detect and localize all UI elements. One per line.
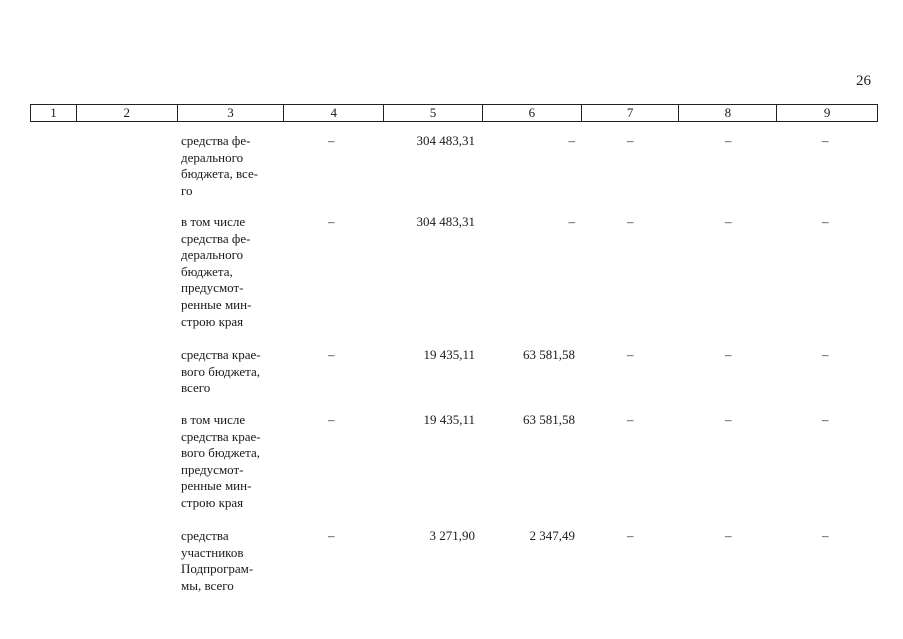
cell-col9: – (822, 133, 829, 148)
cell-col9: – (822, 214, 829, 229)
cell-col7: – (627, 214, 634, 229)
page-number: 26 (856, 73, 871, 89)
cell-col8: – (725, 133, 732, 148)
table-header-row (30, 104, 878, 122)
cell-col8: – (725, 347, 732, 362)
cell-col8: – (725, 528, 732, 543)
cell-col7: – (627, 412, 634, 427)
cell-col4: – (328, 214, 335, 229)
row-description: в том числе средства крае- вого бюджета, предусмот- ренные мин- строю края (181, 412, 261, 510)
header-cell-8: 8 (679, 105, 777, 121)
cell-col5: 19 435,11 (423, 412, 475, 427)
header-cell-9: 9 (823, 105, 831, 120)
header-cell-7: 7 (582, 105, 680, 121)
cell-col7: – (627, 528, 634, 543)
cell-col8: – (725, 412, 732, 427)
cell-col6: 63 581,58 (523, 412, 575, 427)
cell-col6: 63 581,58 (523, 347, 575, 362)
cell-col7: – (627, 347, 634, 362)
cell-col4: – (328, 528, 335, 543)
cell-col8: – (725, 214, 732, 229)
cell-col4: – (328, 133, 335, 148)
row-description: средства участников Подпрограм- мы, всего (181, 528, 254, 593)
header-cell-4: 4 (284, 105, 384, 121)
cell-col5: 304 483,31 (416, 133, 475, 148)
row-description: в том числе средства фе- дерального бюджета, предусмот- ренные мин- строю края (181, 214, 252, 329)
cell-col6: – (568, 133, 575, 148)
cell-col4: – (328, 412, 335, 427)
cell-col6: 2 347,49 (529, 528, 575, 543)
header-cell-2: 2 (77, 105, 178, 121)
cell-col7: – (627, 133, 634, 148)
cell-col6: – (568, 214, 575, 229)
header-cell-3: 3 (178, 105, 285, 121)
cell-col9: – (822, 528, 829, 543)
row-description: средства крае- вого бюджета, всего (181, 347, 261, 396)
cell-col4: – (328, 347, 335, 362)
header-cell-1: 1 (31, 105, 77, 121)
header-cell-5: 5 (384, 105, 483, 121)
cell-col9: – (822, 347, 829, 362)
cell-col5: 3 271,90 (429, 528, 475, 543)
row-description: средства фе- дерального бюджета, все- го (181, 133, 259, 198)
cell-col5: 304 483,31 (416, 214, 475, 229)
cell-col9: – (822, 412, 829, 427)
cell-col5: 19 435,11 (423, 347, 475, 362)
header-cell-6: 6 (483, 105, 582, 121)
